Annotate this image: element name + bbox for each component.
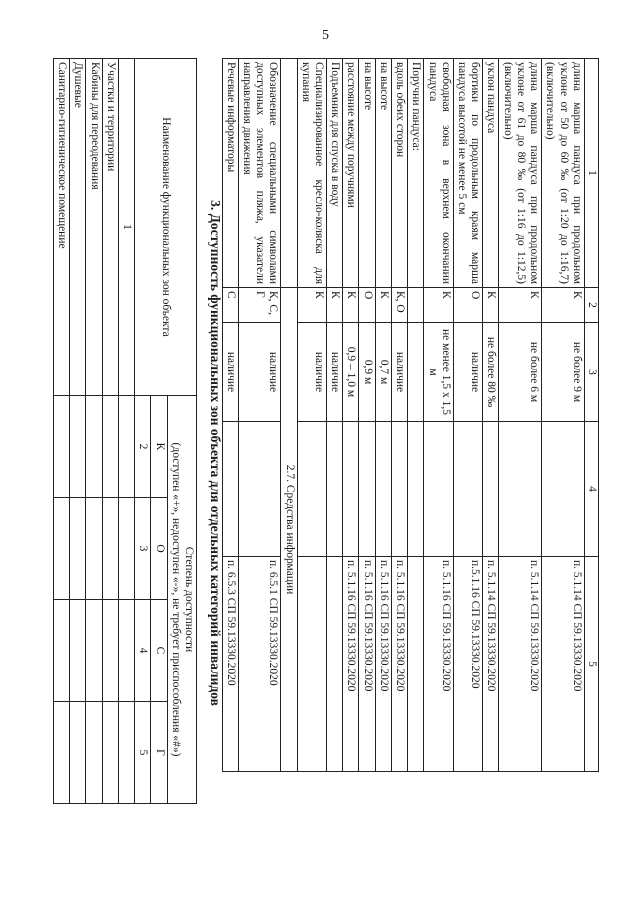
table-row (54, 59, 70, 804)
norm-value: не менее 1,5 х 1,5 м (424, 323, 453, 422)
table-header-row (167, 59, 196, 804)
degree-cell (102, 498, 118, 600)
rotated-page-content (9, 38, 609, 868)
norm-value: 0,7 м (375, 323, 391, 422)
empty-cell (118, 600, 134, 702)
section-spacer (281, 59, 297, 288)
actual-value (391, 422, 407, 557)
category-cell: О (359, 288, 375, 323)
norm-value: наличие (391, 323, 407, 422)
table-row (343, 59, 359, 772)
norm-value: наличие (222, 323, 238, 422)
norm-value: 0,9 – 1,0 м (343, 323, 359, 422)
requirement-text: уклон пандуса (483, 59, 499, 288)
category-cell: К (327, 288, 343, 323)
table-row (424, 59, 453, 772)
degree-cell (54, 396, 70, 498)
norm-value: наличие (238, 323, 281, 422)
table-row (453, 59, 482, 772)
reference-cell: п. 5.1.16 СП 59.13330.2020 (375, 557, 391, 772)
degree-header (167, 396, 196, 804)
section-row (281, 59, 297, 772)
requirements-table (222, 58, 599, 772)
requirement-text: бортики по продольным краям марша пандуса высотой не менее 5 см (453, 59, 482, 288)
header-col-5: 5 (584, 557, 598, 772)
category-cell (408, 288, 424, 323)
actual-value (238, 422, 281, 557)
degree-cell (54, 702, 70, 804)
actual-value (359, 422, 375, 557)
category-o: О (151, 498, 167, 600)
table-row (391, 59, 407, 772)
page-number: 5 (322, 28, 329, 43)
category-s: С (151, 600, 167, 702)
empty-cell (118, 702, 134, 804)
table-row (70, 59, 86, 804)
reference-cell: п. 5.1.16 СП 59.13330.2020 (424, 557, 453, 772)
requirement-text: Специализированное кресло-коляска для купания (297, 59, 326, 288)
category-cell: К, С, Г (238, 288, 281, 323)
actual-value (499, 422, 542, 557)
requirement-text: Речевые информаторы (222, 59, 238, 288)
degree-cell (86, 396, 102, 498)
reference-cell: п. 5.1.16 СП 59.13330.2020 (359, 557, 375, 772)
column-number-row-1 (118, 59, 134, 804)
norm-value (408, 323, 424, 422)
requirement-text: Обозначение специальными символами доступных элементов пляжа, указатели направления движения (238, 59, 281, 288)
actual-value (297, 422, 326, 557)
section-3-title: 3. Доступность функциональных зон объекта для отдельных категорий инвалидов (208, 200, 223, 706)
header-col-4: 4 (584, 422, 598, 557)
header-col-2: 2 (584, 288, 598, 323)
category-cell: О (453, 288, 482, 323)
norm-value: 0,9 м (359, 323, 375, 422)
reference-cell (408, 557, 424, 772)
reference-cell: п. 6.5.3 СП 59.13330.2020 (222, 557, 238, 772)
actual-value (542, 422, 585, 557)
table-header-row (584, 59, 598, 772)
degree-header-title: Степень доступности (183, 546, 195, 653)
reference-cell: п. 5.1.14 СП 59.13330.2020 (499, 557, 542, 772)
table-row (499, 59, 542, 772)
reference-cell: п. 5.1.16 СП 59.13330.2020 (391, 557, 407, 772)
degree-cell (102, 600, 118, 702)
degree-cell (54, 498, 70, 600)
category-cell: К (542, 288, 585, 323)
col-number-2: 2 (135, 396, 151, 498)
table-row (327, 59, 343, 772)
norm-value: наличие (453, 323, 482, 422)
reference-cell (327, 557, 343, 772)
degree-header-note: (доступен «+», недоступен «-», не требует приспособления «#») (169, 442, 182, 757)
category-cell: К (424, 288, 453, 323)
header-col-3: 3 (584, 323, 598, 422)
table-row (483, 59, 499, 772)
reference-cell: п. 5.1.14 СП 59.13330.2020 (483, 557, 499, 772)
col-number-5: 5 (135, 702, 151, 804)
table-row (297, 59, 326, 772)
degree-cell (86, 702, 102, 804)
category-cell: К (483, 288, 499, 323)
requirement-text: на высоте (359, 59, 375, 288)
actual-value (343, 422, 359, 557)
table-row (238, 59, 281, 772)
table-row (102, 59, 118, 804)
category-cell: К (297, 288, 326, 323)
requirement-text: длина марша пандуса при продольном уклоне от 50 до 60 ‰ (от 1:20 до 1:16,7) (включительно) (542, 59, 585, 288)
category-cell: К (343, 288, 359, 323)
reference-cell (297, 557, 326, 772)
zone-name-header: Наименование функциональных зон объекта (135, 59, 197, 396)
table-row (542, 59, 585, 772)
actual-value (424, 422, 453, 557)
degree-cell (54, 600, 70, 702)
actual-value (327, 422, 343, 557)
zone-name: Кабины для переодевания (86, 59, 102, 396)
category-cell: К (499, 288, 542, 323)
actual-value (375, 422, 391, 557)
reference-cell: п. 5.1.16 СП 59.13330.2020 (343, 557, 359, 772)
reference-cell: п.5.1.16 СП 59.13330.2020 (453, 557, 482, 772)
degree-cell (70, 396, 86, 498)
actual-value (408, 422, 424, 557)
category-cell: К (375, 288, 391, 323)
zone-name: Участки и территории (102, 59, 118, 396)
reference-cell: п. 5.1.14 СП 59.13330.2020 (542, 557, 585, 772)
table-row (408, 59, 424, 772)
zone-name: Санитарно-гигиеническое помещение (54, 59, 70, 396)
norm-value: не более 6 м (499, 323, 542, 422)
section-title-info: 2.7. Средства информации (281, 288, 297, 772)
col-number-4: 4 (135, 600, 151, 702)
requirement-text: на высоте (375, 59, 391, 288)
table-row (86, 59, 102, 804)
col-number-3: 3 (135, 498, 151, 600)
degree-cell (86, 600, 102, 702)
degree-cell (102, 702, 118, 804)
empty-cell (118, 396, 134, 498)
degree-cell (70, 600, 86, 702)
actual-value (483, 422, 499, 557)
norm-value: не более 80 ‰ (483, 323, 499, 422)
requirement-text: вдоль обеих сторон (391, 59, 407, 288)
table-row (222, 59, 238, 772)
norm-value: наличие (327, 323, 343, 422)
category-k: К (151, 396, 167, 498)
requirement-text: длина марша пандуса при продольном уклоне от 61 до 80 ‰ (от 1:16 до 1:12,5) (включительно) (499, 59, 542, 288)
header-col-1: 1 (584, 59, 598, 288)
reference-cell: п. 6.5.1 СП 59.13330.2020 (238, 557, 281, 772)
col-number-1: 1 (118, 59, 134, 396)
degree-cell (70, 702, 86, 804)
accessibility-table (53, 58, 197, 804)
norm-value: наличие (297, 323, 326, 422)
requirement-text: Поручни пандуса: (408, 59, 424, 288)
requirement-text: свободная зона в верхнем окончании пандуса (424, 59, 453, 288)
norm-value: не более 9 м (542, 323, 585, 422)
table-row (375, 59, 391, 772)
actual-value (222, 422, 238, 557)
degree-cell (70, 498, 86, 600)
empty-cell (118, 498, 134, 600)
requirement-text: расстояние между поручнями (343, 59, 359, 288)
degree-cell (86, 498, 102, 600)
category-cell: К, О (391, 288, 407, 323)
category-g: Г (151, 702, 167, 804)
actual-value (453, 422, 482, 557)
requirement-text: Подъемник для спуска в воду (327, 59, 343, 288)
table-row (359, 59, 375, 772)
zone-name: Душевые (70, 59, 86, 396)
degree-cell (102, 396, 118, 498)
category-cell: С (222, 288, 238, 323)
